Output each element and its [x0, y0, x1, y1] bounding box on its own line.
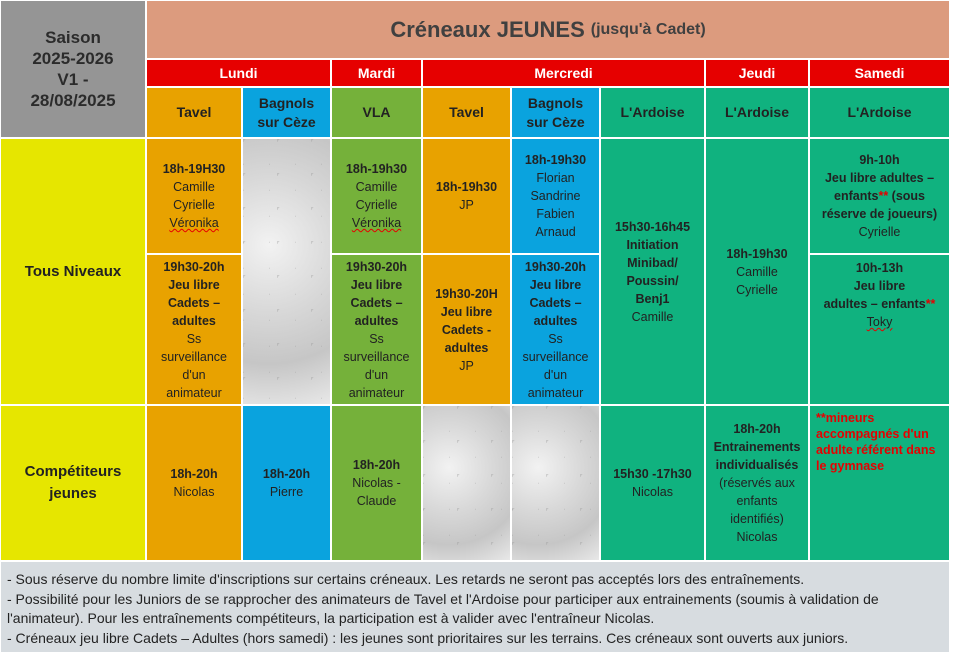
slot-line: Cadets -: [441, 322, 492, 337]
slot-time: 18h-20h: [170, 467, 218, 481]
slot-sub: (réservés aux: [719, 476, 795, 490]
slot-mercredi-bagnols-1: [511, 138, 600, 254]
row-header-label: Compétiteurs: [24, 463, 122, 480]
slot-line-text: (sous: [888, 189, 925, 203]
slot-name: Sandrine: [530, 189, 581, 203]
slot-name: Véronika: [351, 216, 402, 230]
slot-line: Jeu libre: [168, 277, 220, 292]
samedi-footnote: [809, 405, 950, 561]
slot-name: Camille: [736, 264, 778, 279]
slot-sub: Camille: [631, 309, 674, 324]
slot-name: Nicolas: [173, 485, 215, 499]
slot-name: Pierre: [269, 485, 304, 499]
page-title: [146, 0, 950, 59]
slot-time: 15h30 -17h30: [613, 467, 692, 481]
slot-line: Jeu libre: [440, 304, 493, 319]
season-line-1: Saison: [45, 28, 101, 47]
venue-label: sur Cèze: [257, 113, 316, 130]
slot-line-text: enfants: [834, 189, 879, 203]
slot-mercredi-bagnols-2: [511, 254, 600, 405]
slot-sub: Ss: [548, 331, 563, 346]
row-header-tous-niveaux: [0, 138, 146, 405]
slot-sub: JP: [459, 358, 474, 373]
comp-lundi-bagnols: [242, 405, 331, 561]
slot-name: Arnaud: [535, 225, 576, 239]
slot-line-text: adultes – enfants: [823, 297, 926, 311]
slot-name: Nicolas: [632, 485, 673, 499]
slot-name: Nicolas -: [352, 476, 401, 490]
slot-samedi-ardoise-2: [809, 254, 950, 405]
notes-box: [0, 561, 950, 653]
slot-name: Camille: [355, 180, 398, 194]
slot-time: 18h-19h30: [435, 180, 498, 194]
slot-line: adultes: [172, 313, 216, 328]
venue-label: Tavel: [449, 104, 484, 120]
slot-line: réserve de joueurs): [821, 207, 938, 221]
slot-line: Cadets –: [529, 295, 582, 310]
slot-line: Cadets –: [350, 295, 403, 310]
slot-line: [834, 187, 925, 205]
slot-sub: Toky: [866, 315, 893, 329]
venue-samedi-ardoise: [809, 87, 950, 138]
note-line-2: - Possibilité pour les Juniors de se rapprocher des animateurs de Tavel et l'Ardoise pour participer aux entrainements (soumis à validation de: [7, 590, 879, 607]
footnote-line: accompagnés d'un: [816, 427, 929, 441]
slot-lundi-tavel-1: [146, 138, 242, 254]
empty-slot-mercredi-bagnols: [511, 405, 600, 561]
slot-sub: Cyrielle: [858, 225, 901, 239]
venue-label: L'Ardoise: [724, 104, 789, 120]
slot-name: Cyrielle: [736, 282, 778, 297]
season-line-3: V1 -: [57, 70, 89, 89]
slot-name: Véronika: [169, 216, 219, 230]
slot-sub: identifiés): [730, 512, 784, 526]
slot-line: Poussin/: [626, 273, 679, 288]
venue-mercredi-ardoise: [600, 87, 705, 138]
slot-sub: surveillance: [522, 349, 589, 364]
slot-sub: surveillance: [160, 349, 227, 364]
comp-mardi-vla: [331, 405, 422, 561]
venue-label: Tavel: [176, 104, 212, 120]
venue-label: Bagnols: [258, 94, 315, 111]
slot-time: 18h-20h: [352, 458, 401, 472]
venue-jeudi-ardoise: [705, 87, 809, 138]
slot-line: adultes: [444, 340, 489, 355]
slot-mercredi-ardoise-1: [600, 138, 705, 405]
slot-sub: animateur: [527, 385, 584, 400]
slot-line: [824, 295, 936, 313]
day-mercredi: Mercredi: [422, 59, 705, 87]
comp-lundi-tavel: [146, 405, 242, 561]
slot-line: 19h30-20h: [524, 259, 587, 274]
venue-label: Bagnols: [527, 94, 584, 111]
slot-line: Jeu libre: [350, 277, 403, 292]
note-line-4: - Créneaux jeu libre Cadets – Adultes (hors samedi) : les jeunes sont prioritaires sur les terrains. Ces créneaux sont ouverts aux juniors.: [7, 629, 849, 646]
slot-sub: d'un: [364, 367, 389, 382]
day-lundi: Lundi: [146, 59, 331, 87]
day-samedi: Samedi: [809, 59, 950, 87]
slot-line: 19h30-20H: [435, 286, 498, 301]
slot-mercredi-tavel-1: [422, 138, 511, 254]
slot-time: 18h-19H30: [162, 162, 226, 176]
slot-sub: Ss: [369, 331, 384, 346]
slot-line: Cadets –: [167, 295, 221, 310]
slot-samedi-ardoise-1: [809, 138, 950, 254]
slot-name: Claude: [356, 494, 397, 508]
venue-mercredi-bagnols: [511, 87, 600, 138]
slot-sub: enfants: [736, 494, 778, 508]
slot-line: Benj1: [635, 291, 670, 306]
asterisk-marker: **: [925, 297, 936, 311]
slot-sub: animateur: [348, 385, 405, 400]
comp-jeudi-ardoise: [705, 405, 809, 561]
slot-mardi-vla-2: [331, 254, 422, 405]
slot-line: Jeu libre: [853, 279, 906, 293]
footnote-line: le gymnase: [816, 459, 885, 473]
row-header-competiteurs: [0, 405, 146, 561]
slot-time: 18h-20h: [262, 467, 311, 481]
empty-slot-mercredi-tavel: [422, 405, 511, 561]
slot-line: Jeu libre adultes –: [824, 171, 935, 185]
comp-mercredi-ardoise: [600, 405, 705, 561]
venue-label: VLA: [362, 104, 391, 120]
slot-line: adultes: [533, 313, 578, 328]
note-line-1: - Sous réserve du nombre limite d'inscriptions sur certains créneaux. Les retards ne seront pas acceptés lors des entraînements.: [7, 571, 805, 587]
slot-name: Camille: [173, 180, 215, 194]
row-header-label: jeunes: [49, 485, 97, 502]
venue-lundi-tavel: [146, 87, 242, 138]
venue-mercredi-tavel: [422, 87, 511, 138]
slot-mardi-vla-1: [331, 138, 422, 254]
slot-line: adultes: [354, 313, 399, 328]
slot-line: 18h-20h: [733, 422, 781, 436]
slot-line: 15h30-16h45: [614, 219, 691, 234]
slot-sub: d'un: [543, 367, 568, 382]
slot-line: Minibad/: [627, 255, 678, 270]
slot-name: Florian: [536, 171, 575, 185]
day-mardi: Mardi: [331, 59, 422, 87]
slot-line: Jeu libre: [529, 277, 582, 292]
slot-line: Initiation: [626, 237, 679, 252]
slot-line: 19h30-20h: [163, 259, 225, 274]
slot-sub: animateur: [166, 385, 222, 400]
slot-name: Cyrielle: [355, 198, 398, 212]
slot-jeudi-ardoise-1: [705, 138, 809, 405]
footnote-line: adulte référent dans: [816, 443, 936, 457]
slot-line: 19h30-20h: [345, 259, 408, 274]
slot-mercredi-tavel-2: [422, 254, 511, 405]
footnote-line: **mineurs: [816, 411, 875, 425]
slot-sub: Ss: [186, 331, 202, 346]
venue-mardi-vla: [331, 87, 422, 138]
slot-time: 18h-19h30: [726, 246, 788, 261]
slot-name: Cyrielle: [173, 198, 215, 212]
slot-sub: Nicolas: [736, 530, 778, 544]
title-suffix: (jusqu'à Cadet): [590, 20, 706, 38]
venue-label: L'Ardoise: [847, 104, 912, 120]
row-header-label: Tous Niveaux: [24, 262, 122, 280]
venue-label: sur Cèze: [526, 113, 585, 130]
slot-name: Fabien: [536, 207, 575, 221]
slot-time: 18h-19h30: [345, 162, 408, 176]
slot-name: JP: [459, 198, 474, 212]
slot-line: individualisés: [715, 458, 799, 472]
slot-sub: d'un: [182, 367, 206, 382]
slot-line: Entrainements: [713, 440, 801, 454]
note-line-3: l'animateur). Pour les entraînements compétiteurs, la participation est à valider avec l'entraîneur Nicolas.: [7, 610, 655, 626]
slot-sub: surveillance: [343, 349, 410, 364]
season-line-2: 2025-2026: [32, 49, 114, 68]
season-line-4: 28/08/2025: [30, 91, 116, 110]
slot-line: 9h-10h: [859, 153, 900, 167]
season-box: [0, 0, 146, 138]
venue-label: L'Ardoise: [620, 104, 685, 120]
day-jeudi: Jeudi: [705, 59, 809, 87]
slot-time: 18h-19h30: [524, 153, 587, 167]
venue-lundi-bagnols: [242, 87, 331, 138]
empty-slot-lundi-bagnols: [242, 138, 331, 405]
slot-lundi-tavel-2: [146, 254, 242, 405]
title-main: Créneaux JEUNES: [390, 16, 585, 42]
slot-line: 10h-13h: [855, 261, 904, 275]
asterisk-marker: **: [878, 189, 889, 203]
